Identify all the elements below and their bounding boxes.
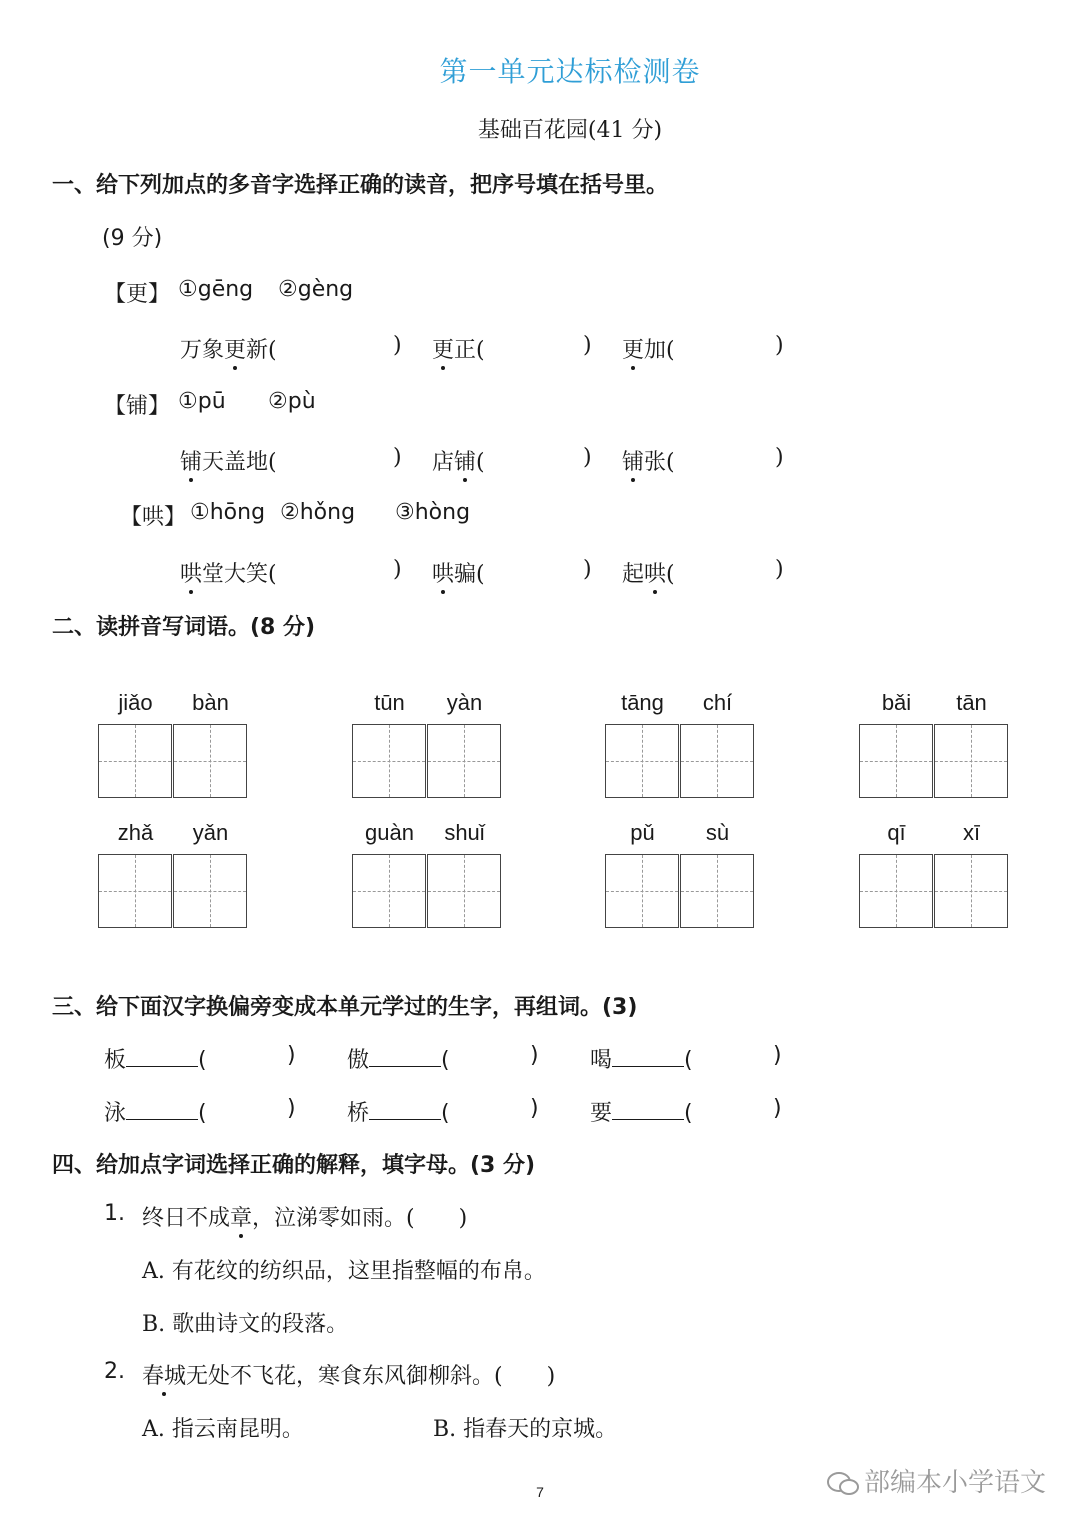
dotted-character: 铺: [180, 445, 202, 476]
q2-heading: 二、读拼音写词语。(8 分): [52, 615, 316, 640]
writing-cell[interactable]: [98, 854, 172, 928]
word-prefix: 万象: [180, 338, 225, 363]
answer-paren-close: ): [773, 1096, 782, 1121]
answer-paren-close: ): [583, 445, 592, 470]
sentence-suffix: ，泣涕零如雨。( ): [252, 1206, 468, 1231]
q3-heading: 三、给下面汉字换偏旁变成本单元学过的生字，再组词。(3): [52, 995, 638, 1020]
pinyin-label: sù: [705, 820, 730, 845]
page-title: 第一单元达标检测卷: [439, 55, 701, 88]
pinyin-word-box: [859, 690, 1011, 800]
q1-group-label: 【更】: [104, 282, 171, 307]
dotted-word: 春城: [142, 1359, 186, 1390]
pinyin-word-box: [352, 820, 504, 930]
watermark: [826, 1462, 1046, 1499]
q1-word-item: [180, 333, 277, 364]
q1-group-label: 【铺】: [104, 394, 171, 419]
cell-guide-horizontal: [935, 891, 1007, 892]
sentence-prefix: 终日不成: [142, 1206, 231, 1231]
new-character-blank[interactable]: [612, 1046, 684, 1067]
q1-reading-option: ①hōng: [190, 500, 266, 525]
q1-heading: 一、给下列加点的多音字选择正确的读音，把序号填在括号里。: [52, 173, 669, 198]
answer-paren-close: ): [530, 1043, 539, 1068]
writing-cell[interactable]: [173, 854, 247, 928]
word-suffix: (: [666, 562, 675, 587]
wechat-icon: [826, 1471, 860, 1497]
cell-guide-horizontal: [935, 761, 1007, 762]
dotted-character: 哄: [644, 557, 666, 588]
option-b: B. 歌曲诗文的段落。: [142, 1312, 349, 1337]
writing-cell[interactable]: [427, 724, 501, 798]
question-sentence: [142, 1359, 555, 1390]
pinyin-word-box: [98, 690, 250, 800]
q1-group-label: 【哄】: [120, 505, 187, 530]
pinyin-label: bǎi: [881, 690, 912, 715]
word-suffix: 张(: [644, 450, 675, 475]
cell-guide-horizontal: [860, 761, 932, 762]
question-sentence: [142, 1201, 467, 1232]
writing-cell[interactable]: [680, 724, 754, 798]
watermark-text: 部编本小学语文: [863, 1468, 1046, 1498]
q1-score: (9 分): [102, 226, 163, 251]
cell-guide-horizontal: [174, 761, 246, 762]
pinyin-word-box: [859, 820, 1011, 930]
q1-word-item: [432, 445, 485, 476]
word-suffix: 正(: [454, 338, 485, 363]
q1-word-item: [432, 333, 485, 364]
answer-paren-close: ): [775, 333, 784, 358]
pinyin-label: xī: [962, 820, 981, 845]
answer-paren-open: (: [684, 1048, 693, 1073]
dotted-character: 哄: [432, 557, 454, 588]
answer-paren-open: (: [441, 1048, 450, 1073]
pinyin-label: tāng: [621, 690, 664, 715]
writing-cell[interactable]: [859, 724, 933, 798]
sentence-suffix: 无处不飞花，寒食东风御柳斜。( ): [186, 1364, 556, 1389]
answer-paren-close: ): [775, 557, 784, 582]
radical-item: [347, 1043, 450, 1074]
option-a: A. 有花纹的纺织品，这里指整幅的布帛。: [142, 1259, 546, 1284]
cell-guide-horizontal: [681, 891, 753, 892]
cell-guide-horizontal: [860, 891, 932, 892]
writing-cell[interactable]: [859, 854, 933, 928]
cell-guide-horizontal: [428, 761, 500, 762]
source-character: 傲: [347, 1048, 370, 1073]
writing-cell[interactable]: [352, 854, 426, 928]
pinyin-label: tān: [956, 690, 987, 715]
answer-paren-close: ): [393, 333, 402, 358]
new-character-blank[interactable]: [126, 1099, 198, 1120]
pinyin-word-box: [352, 690, 504, 800]
dotted-character: 铺: [454, 445, 476, 476]
answer-paren-close: ): [583, 333, 592, 358]
radical-item: [590, 1043, 693, 1074]
q4-heading: 四、给加点字词选择正确的解释，填字母。(3 分): [52, 1153, 536, 1178]
dotted-character: 哄: [180, 557, 202, 588]
pinyin-label: bàn: [192, 690, 229, 715]
word-prefix: 店: [432, 450, 455, 475]
q1-word-item: [432, 557, 485, 588]
question-number: 2.: [104, 1359, 125, 1384]
source-character: 要: [590, 1101, 613, 1126]
pinyin-label: guàn: [365, 820, 414, 845]
answer-paren-open: (: [684, 1101, 693, 1126]
answer-paren-open: (: [198, 1048, 207, 1073]
new-character-blank[interactable]: [369, 1046, 441, 1067]
writing-cell[interactable]: [173, 724, 247, 798]
source-character: 泳: [104, 1101, 127, 1126]
dotted-character: 更: [432, 333, 454, 364]
writing-cell[interactable]: [680, 854, 754, 928]
word-prefix: 起: [622, 562, 645, 587]
answer-paren-close: ): [773, 1043, 782, 1068]
word-suffix: 堂大笑(: [202, 562, 277, 587]
cell-guide-horizontal: [99, 761, 171, 762]
pinyin-label: pǔ: [630, 820, 655, 845]
dotted-character: 更: [224, 333, 246, 364]
q1-reading-option: ②hǒng: [280, 500, 356, 525]
radical-item: [590, 1096, 693, 1127]
pinyin-word-box: [98, 820, 250, 930]
writing-cell[interactable]: [605, 724, 679, 798]
pinyin-label: zhǎ: [117, 820, 154, 845]
dotted-character: 更: [622, 333, 644, 364]
radical-item: [104, 1043, 207, 1074]
cell-guide-horizontal: [606, 761, 678, 762]
word-suffix: 加(: [644, 338, 675, 363]
radical-item: [347, 1096, 450, 1127]
q1-word-item: [622, 557, 675, 588]
dotted-character: 铺: [622, 445, 644, 476]
answer-paren-close: ): [775, 445, 784, 470]
pinyin-label: jiǎo: [118, 690, 153, 715]
writing-cell[interactable]: [427, 854, 501, 928]
source-character: 板: [104, 1048, 127, 1073]
option-b: B. 指春天的京城。: [433, 1417, 618, 1442]
answer-paren-close: ): [287, 1096, 296, 1121]
cell-guide-horizontal: [99, 891, 171, 892]
pinyin-label: qī: [887, 820, 906, 845]
dotted-word: 章: [230, 1201, 252, 1232]
writing-cell[interactable]: [934, 854, 1008, 928]
pinyin-label: yàn: [446, 690, 483, 715]
answer-paren-close: ): [530, 1096, 539, 1121]
answer-paren-open: (: [441, 1101, 450, 1126]
word-suffix: 天盖地(: [202, 450, 277, 475]
q1-word-item: [180, 557, 277, 588]
q1-word-item: [180, 445, 277, 476]
pinyin-word-box: [605, 820, 757, 930]
question-number: 1.: [104, 1201, 125, 1226]
page-number: 7: [536, 1484, 544, 1500]
cell-guide-horizontal: [428, 891, 500, 892]
section-subtitle: 基础百花园(41 分): [477, 118, 663, 143]
pinyin-label: shuǐ: [444, 820, 485, 845]
new-character-blank[interactable]: [369, 1099, 441, 1120]
option-a: A. 指云南昆明。: [142, 1417, 304, 1442]
writing-cell[interactable]: [934, 724, 1008, 798]
word-suffix: 新(: [246, 338, 277, 363]
writing-cell[interactable]: [352, 724, 426, 798]
answer-paren-close: ): [287, 1043, 296, 1068]
answer-paren-close: ): [393, 557, 402, 582]
word-suffix: (: [476, 450, 485, 475]
pinyin-label: chí: [702, 690, 733, 715]
q1-reading-option: ①pū: [178, 389, 226, 414]
radical-item: [104, 1096, 207, 1127]
cell-guide-horizontal: [681, 761, 753, 762]
pinyin-label: yǎn: [192, 820, 229, 845]
q1-word-item: [622, 445, 675, 476]
q1-reading-option: ①gēng: [178, 277, 254, 302]
answer-paren-close: ): [583, 557, 592, 582]
cell-guide-horizontal: [606, 891, 678, 892]
q1-reading-option: ②pù: [268, 389, 316, 414]
answer-paren-open: (: [198, 1101, 207, 1126]
word-suffix: 骗(: [454, 562, 485, 587]
answer-paren-close: ): [393, 445, 402, 470]
cell-guide-horizontal: [353, 891, 425, 892]
pinyin-word-box: [605, 690, 757, 800]
source-character: 喝: [590, 1048, 613, 1073]
q1-reading-option: ③hòng: [395, 500, 471, 525]
cell-guide-horizontal: [174, 891, 246, 892]
q1-word-item: [622, 333, 675, 364]
new-character-blank[interactable]: [126, 1046, 198, 1067]
pinyin-label: tūn: [374, 690, 405, 715]
writing-cell[interactable]: [98, 724, 172, 798]
cell-guide-horizontal: [353, 761, 425, 762]
new-character-blank[interactable]: [612, 1099, 684, 1120]
source-character: 桥: [347, 1101, 370, 1126]
q1-reading-option: ②gèng: [278, 277, 354, 302]
writing-cell[interactable]: [605, 854, 679, 928]
